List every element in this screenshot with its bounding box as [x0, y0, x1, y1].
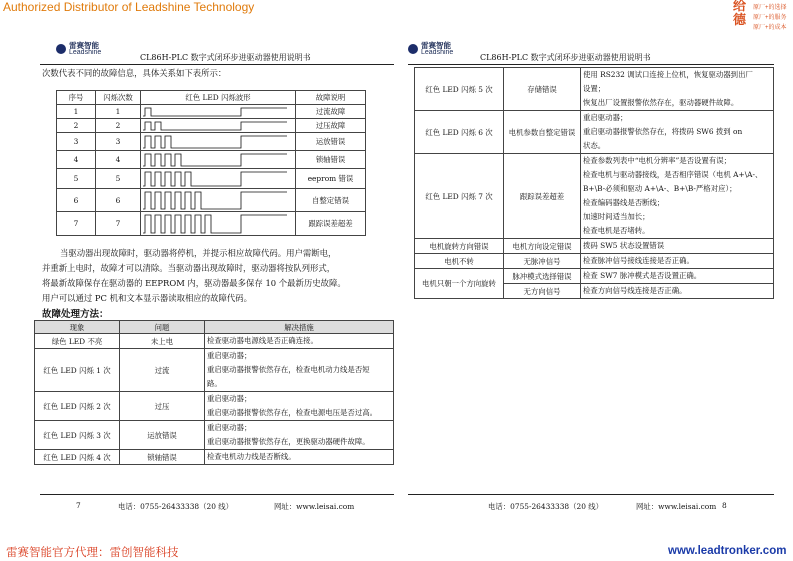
right-header-rule	[408, 64, 774, 65]
phenomenon-cell: 红色 LED 闪烁 4 次	[35, 450, 120, 465]
blink-waveform	[141, 189, 296, 212]
blink-count: 4	[96, 151, 141, 169]
measure-line: 检查电机动力线是否断线。	[207, 452, 296, 461]
blink-waveform	[141, 212, 296, 236]
fault-description: eeprom 错误	[296, 169, 366, 189]
measures-cell	[581, 239, 774, 254]
paragraph-line: 当驱动器出现故障时，驱动器将停机，并提示相应故障代码。用户需断电，	[60, 248, 337, 258]
waveform-svg	[141, 190, 289, 211]
solution-table-right	[414, 67, 774, 299]
phenomenon-cell: 红色 LED 闪烁 1 次	[35, 349, 120, 392]
phenomenon-cell: 绿色 LED 不亮	[35, 334, 120, 349]
waveform-line	[143, 122, 287, 130]
row-number: 5	[57, 169, 96, 189]
waveform-svg	[141, 170, 289, 188]
blink-row	[57, 105, 366, 119]
measure-line: 加速时间适当加长；	[583, 212, 650, 221]
measure-line: 检查 SW7 脉冲模式是否设置正确。	[583, 271, 702, 280]
measures-cell	[581, 68, 774, 111]
right-footer-rule	[408, 494, 774, 495]
waveform-svg	[141, 152, 289, 168]
col-no: 序号	[57, 91, 96, 105]
solution-row	[415, 68, 774, 111]
fault-description: 过压故障	[296, 119, 366, 133]
row-number: 2	[57, 119, 96, 133]
right-footer-phone: 电话：0755-26433338（20 线）	[488, 502, 604, 511]
row-number: 4	[57, 151, 96, 169]
blink-row	[57, 133, 366, 151]
blink-count: 2	[96, 119, 141, 133]
measure-line: 重启驱动器报警依然存在，检查电机动力线是否短	[207, 365, 370, 374]
measures-cell	[205, 421, 394, 450]
waveform-line	[143, 108, 287, 116]
phenomenon-cell: 红色 LED 闪烁 3 次	[35, 421, 120, 450]
solution-row	[35, 349, 394, 392]
blink-waveform	[141, 105, 296, 119]
blink-waveform	[141, 133, 296, 151]
paragraph-line: 并重新上电时，故障才可以清除。当驱动器出现故障时，驱动器将按队列形式，	[42, 263, 336, 273]
blink-row	[57, 119, 366, 133]
left-header-rule	[40, 64, 394, 65]
phenomenon-cell: 红色 LED 闪烁 2 次	[35, 392, 120, 421]
problem-cell: 跟踪误差超差	[504, 154, 581, 239]
measure-line: 重启驱动器报警依然存在，检查电源电压是否过高。	[207, 408, 377, 417]
blink-count: 6	[96, 189, 141, 212]
solution-row	[35, 450, 394, 465]
left-page-number: 7	[76, 501, 81, 510]
distributor-banner: Authorized Distributor of Leadshine Technology	[3, 0, 255, 14]
website-link[interactable]: www.leadtronker.com	[668, 545, 787, 557]
measure-line: 检查方向信号线连接是否正确。	[583, 286, 687, 295]
solution-heading: 故障处理方法：	[42, 309, 109, 320]
blink-row	[57, 169, 366, 189]
measure-line: 状态。	[583, 141, 606, 150]
solution-row	[415, 111, 774, 154]
blink-row	[57, 151, 366, 169]
waveform-line	[143, 154, 287, 166]
solution-row	[415, 269, 774, 284]
col-desc: 故障说明	[296, 91, 366, 105]
problem-cell: 运放错误	[120, 421, 205, 450]
col-phenomenon: 现象	[35, 321, 120, 334]
solution-row	[35, 421, 394, 450]
paragraph-line: 将最新故障保存在驱动器的 EEPROM 内，驱动器最多保存 10 个最新历史故障。	[42, 278, 346, 288]
brand-cn: 雷赛智能	[421, 41, 451, 50]
corner-logo	[733, 0, 791, 34]
phenomenon-cell: 红色 LED 闪烁 5 次	[415, 68, 504, 111]
problem-cell: 锁轴错误	[120, 450, 205, 465]
left-brand	[56, 42, 101, 56]
right-brand	[408, 42, 453, 56]
agent-banner: 雷赛智能官方代理：雷创智能科技	[6, 547, 179, 559]
fault-description: 自整定错误	[296, 189, 366, 212]
row-number: 1	[57, 105, 96, 119]
measures-cell	[205, 392, 394, 421]
brand-en: Leadshine	[421, 49, 454, 56]
problem-cell: 无脉冲信号	[504, 254, 581, 269]
measures-cell	[581, 111, 774, 154]
measures-cell	[205, 334, 394, 349]
measure-line: 检查参数列表中“电机分辨率”是否设置有误；	[583, 156, 731, 165]
problem-cell: 无方向信号	[504, 284, 581, 299]
measures-cell	[581, 269, 774, 284]
col-measures: 解决措施	[205, 321, 394, 334]
measure-line: 重启驱动器报警依然存在，将拨码 SW6 拨到 on	[583, 127, 743, 136]
phenomenon-cell: 红色 LED 闪烁 7 次	[415, 154, 504, 239]
left-header-title: CL86H-PLC 数字式闭环步进驱动器使用说明书	[140, 53, 311, 62]
blink-count: 5	[96, 169, 141, 189]
left-footer-rule	[40, 494, 394, 495]
blink-code-table	[56, 90, 366, 236]
problem-cell: 电机方向设定错误	[504, 239, 581, 254]
measure-line: 检查电机与驱动器接线，是否相序错误（电机 A+\A-、	[583, 170, 763, 179]
fault-description: 跟踪误差超差	[296, 212, 366, 236]
brand-cn: 雷赛智能	[69, 41, 99, 50]
measure-line: 设置；	[583, 84, 606, 93]
waveform-svg	[141, 213, 289, 235]
waveform-line	[143, 136, 287, 148]
waveform-line	[143, 172, 287, 186]
solution-table-left	[34, 320, 394, 465]
solution-row	[35, 392, 394, 421]
measure-line: 重启驱动器；	[207, 423, 252, 432]
measure-line: 路。	[207, 379, 222, 388]
measure-line: 拨码 SW5 状态设置错误	[583, 241, 665, 250]
measure-line: 检查编码器线是否断线；	[583, 198, 665, 207]
measure-line: 检查脉冲信号接线连接是否正确。	[583, 256, 694, 265]
blink-count: 1	[96, 105, 141, 119]
phenomenon-cell: 电机只朝一个方向旋转	[415, 269, 504, 299]
problem-cell: 脉冲模式选择错误	[504, 269, 581, 284]
fault-paragraph	[42, 246, 346, 306]
row-number: 7	[57, 212, 96, 236]
logo-line-1: 原厂+的选择	[753, 5, 787, 11]
col-problem: 问题	[120, 321, 205, 334]
leadshine-logo-icon	[408, 44, 418, 54]
col-wave: 红色 LED 闪烁波形	[141, 91, 296, 105]
row-number: 3	[57, 133, 96, 151]
blink-row	[57, 189, 366, 212]
blink-count: 3	[96, 133, 141, 151]
measures-cell	[205, 450, 394, 465]
waveform-svg	[141, 120, 289, 132]
leadshine-logo-icon	[56, 44, 66, 54]
measure-line: 检查电机是否堵转。	[583, 226, 650, 235]
problem-cell: 未上电	[120, 334, 205, 349]
measure-line: 重启驱动器；	[207, 394, 252, 403]
solution-row	[35, 334, 394, 349]
waveform-line	[143, 215, 287, 233]
left-footer-web: 网址：www.leisai.com	[274, 502, 355, 511]
logo-chars: 给 德	[733, 0, 747, 28]
blink-waveform	[141, 119, 296, 133]
brand-en: Leadshine	[69, 49, 102, 56]
right-header-title: CL86H-PLC 数字式闭环步进驱动器使用说明书	[480, 53, 651, 62]
fault-description: 运放错误	[296, 133, 366, 151]
blink-waveform	[141, 151, 296, 169]
waveform-svg	[141, 106, 289, 118]
left-footer-phone: 电话：0755-26433338（20 线）	[118, 502, 234, 511]
solution-row	[415, 254, 774, 269]
measures-cell	[581, 254, 774, 269]
measures-cell	[581, 284, 774, 299]
waveform-svg	[141, 134, 289, 150]
problem-cell: 过压	[120, 392, 205, 421]
row-number: 6	[57, 189, 96, 212]
waveform-line	[143, 192, 287, 209]
solution-row	[415, 154, 774, 239]
blink-row	[57, 212, 366, 236]
intro-line: 次数代表不同的故障信息，具体关系如下表所示：	[42, 68, 227, 78]
blink-waveform	[141, 169, 296, 189]
measure-line: 重启驱动器；	[583, 113, 628, 122]
measures-cell	[581, 154, 774, 239]
measure-line: 重启驱动器报警依然存在，更换驱动器硬件故障。	[207, 437, 370, 446]
measure-line: 使用 RS232 调试口连接上位机，恢复驱动器到出厂	[583, 70, 753, 79]
measure-line: 恢复出厂设置报警依然存在，驱动器硬件故障。	[583, 98, 739, 107]
measure-line: B+\B-必须和驱动 A+\A-、B+\B-严格对应）；	[583, 184, 737, 193]
logo-line-2: 原厂+的服务	[753, 15, 787, 21]
col-count: 闪烁次数	[96, 91, 141, 105]
measure-line: 检查驱动器电源线是否正确连接。	[207, 336, 318, 345]
problem-cell: 过流	[120, 349, 205, 392]
measure-line: 重启驱动器；	[207, 351, 252, 360]
logo-line-3: 原厂+的成本	[753, 25, 787, 31]
blink-count: 7	[96, 212, 141, 236]
right-page-number: 8	[722, 501, 727, 510]
measures-cell	[205, 349, 394, 392]
problem-cell: 存储错误	[504, 68, 581, 111]
fault-description: 锁轴错误	[296, 151, 366, 169]
phenomenon-cell: 电机旋转方向错误	[415, 239, 504, 254]
paragraph-line: 用户可以通过 PC 机和文本显示器读取相应的故障代码。	[42, 293, 252, 303]
phenomenon-cell: 红色 LED 闪烁 6 次	[415, 111, 504, 154]
phenomenon-cell: 电机不转	[415, 254, 504, 269]
problem-cell: 电机参数自整定错误	[504, 111, 581, 154]
right-footer-web: 网址：www.leisai.com	[636, 502, 717, 511]
solution-row	[415, 239, 774, 254]
fault-description: 过流故障	[296, 105, 366, 119]
